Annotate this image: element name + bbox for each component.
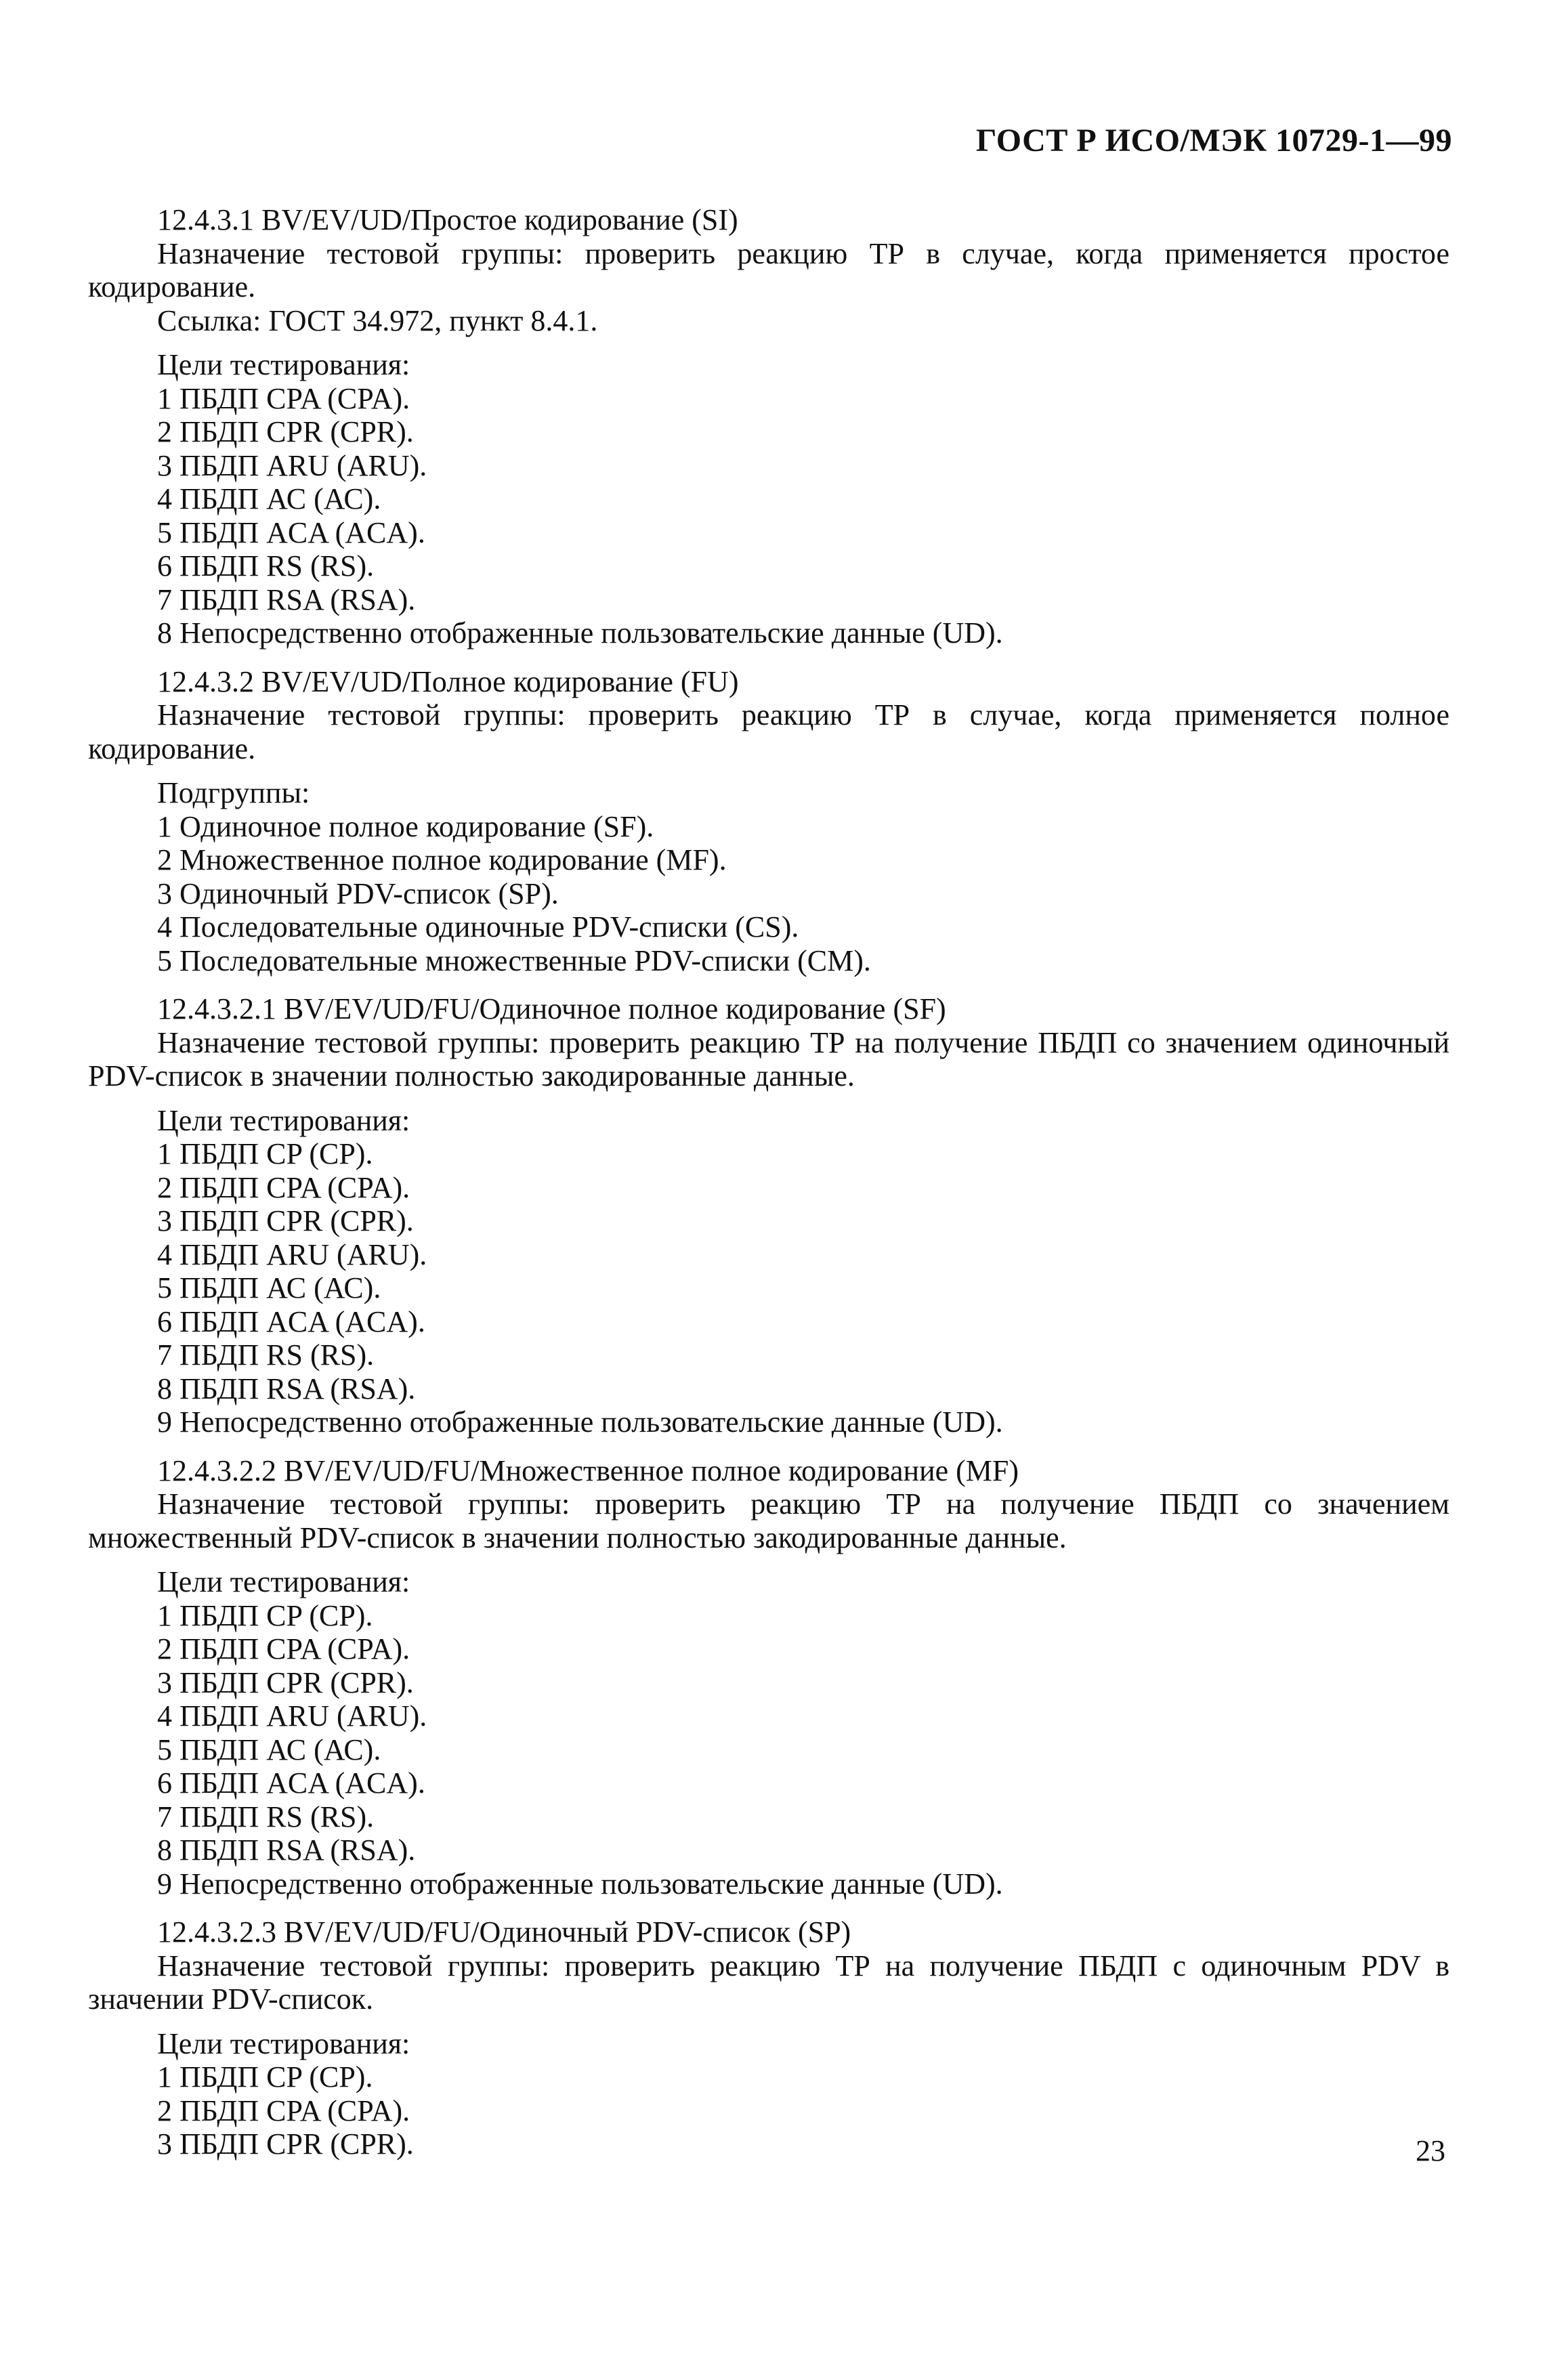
section [88,1915,1449,2161]
list-item: 1 ПБДП CP (CP). [157,2060,373,2094]
list-item: 5 ПБДП АС (АС). [157,1271,381,1304]
list-item: 6 ПБДП ACA (ACA). [157,1304,425,1338]
list-item: 4 Последовательные одиночные PDV-списки (CS). [157,910,799,943]
list-item: 2 Множественное полное кодирование (MF). [157,843,727,876]
list-item: 6 ПБДП ACA (ACA). [157,1766,425,1800]
purpose-paragraph: Назначение тестовой группы: проверить реакцию ТР на получение ПБДП со значением множественный PDV-список в значении полностью закодированные данные. [88,1487,1449,1554]
section-heading: 12.4.3.2.3 BV/EV/UD/FU/Одиночный PDV-список (SP) [157,1915,851,1949]
list-item: 4 ПБДП ARU (ARU). [157,1699,427,1733]
purpose-paragraph: Назначение тестовой группы: проверить реакцию ТР в случае, когда применяется простое кодирование. [88,236,1449,303]
list-item: 2 ПБДП CPA (CPA). [157,2094,410,2127]
list-title: Цели тестирования: [157,1103,410,1137]
list-item: 3 ПБДП ARU (ARU). [157,448,427,482]
list-item: 1 ПБДП CP (CP). [157,1137,373,1170]
list-item: 2 ПБДП CPR (CPR). [157,415,414,448]
list-item: 5 ПБДП ACA (ACA). [157,515,425,549]
list-item: 1 ПБДП CP (CP). [157,1598,373,1632]
list-item: 8 ПБДП RSA (RSA). [157,1833,416,1867]
list-item: 8 Непосредственно отображенные пользовательские данные (UD). [157,616,1003,650]
list-item: 7 ПБДП RS (RS). [157,1338,375,1372]
list-item: 3 Одиночный PDV-список (SP). [157,876,559,910]
list-item: 7 ПБДП RSA (RSA). [157,582,416,616]
section [88,665,1449,978]
document-body [88,203,1449,2161]
reference-line: Ссылка: ГОСТ 34.972, пункт 8.4.1. [157,303,598,337]
list-item: 3 ПБДП CPR (CPR). [157,1204,414,1237]
list-title: Цели тестирования: [157,1565,410,1598]
section [88,992,1449,1439]
document-header: ГОСТ Р ИСО/МЭК 10729-1—99 [975,123,1452,158]
list-item: 5 Последовательные множественные PDV-списки (CM). [157,943,871,977]
list-item: 6 ПБДП RS (RS). [157,549,375,582]
section-heading: 12.4.3.2.1 BV/EV/UD/FU/Одиночное полное кодирование (SF) [157,992,946,1025]
purpose-paragraph: Назначение тестовой группы: проверить реакцию ТР в случае, когда применяется полное кодирование. [88,698,1449,765]
purpose-paragraph: Назначение тестовой группы: проверить реакцию ТР на получение ПБДП с одиночным PDV в значении PDV-список. [88,1949,1449,2016]
section-heading: 12.4.3.1 BV/EV/UD/Простое кодирование (SI) [157,203,738,236]
section [88,1454,1449,1901]
list-item: 2 ПБДП CPA (CPA). [157,1170,410,1204]
list-title: Цели тестирования: [157,2026,410,2060]
section [88,203,1449,650]
list-item: 4 ПБДП ARU (ARU). [157,1237,427,1271]
list-item: 3 ПБДП CPR (CPR). [157,2127,414,2161]
list-item: 3 ПБДП CPR (CPR). [157,1665,414,1699]
list-item: 9 Непосредственно отображенные пользовательские данные (UD). [157,1867,1003,1900]
list-item: 9 Непосредственно отображенные пользовательские данные (UD). [157,1405,1003,1439]
list-item: 1 Одиночное полное кодирование (SF). [157,809,654,843]
list-item: 5 ПБДП АС (АС). [157,1733,381,1766]
purpose-paragraph: Назначение тестовой группы: проверить реакцию ТР на получение ПБДП со значением одиночный PDV-список в значении полностью закодированные данные. [88,1025,1449,1092]
list-item: 7 ПБДП RS (RS). [157,1800,375,1833]
list-title: Цели тестирования: [157,348,410,381]
list-title: Подгруппы: [157,776,310,809]
list-item: 8 ПБДП RSA (RSA). [157,1372,416,1405]
section-heading: 12.4.3.2 BV/EV/UD/Полное кодирование (FU) [157,664,739,698]
list-item: 1 ПБДП CPA (CPA). [157,381,410,415]
list-item: 4 ПБДП АС (АС). [157,482,381,515]
list-item: 2 ПБДП CPA (CPA). [157,1632,410,1665]
page-number: 23 [1416,2134,1445,2167]
section-heading: 12.4.3.2.2 BV/EV/UD/FU/Множественное полное кодирование (MF) [157,1453,1019,1487]
